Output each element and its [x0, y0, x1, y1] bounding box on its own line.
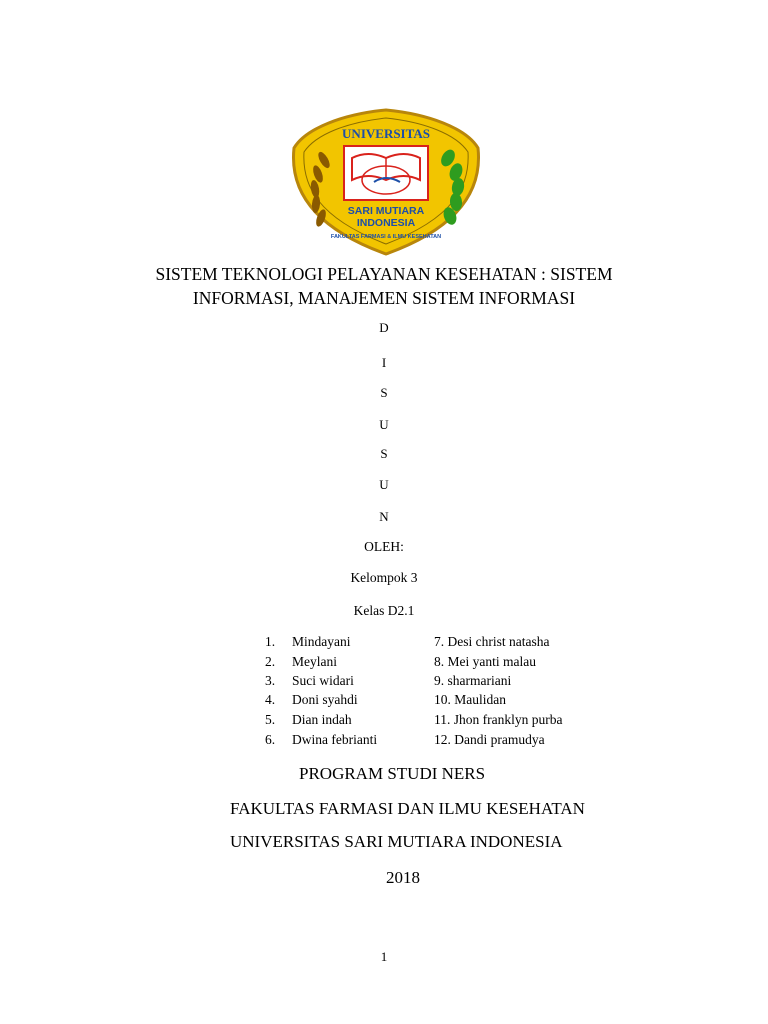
member-name: Dandi pramudya [454, 732, 545, 747]
member-name: Dwina febrianti [292, 732, 378, 747]
faculty-label: FAKULTAS FARMASI DAN ILMU KESEHATAN [230, 799, 585, 818]
logo-name-line2: INDONESIA [356, 217, 416, 229]
vertical-letter: D [379, 320, 389, 335]
document-title-line1: SISTEM TEKNOLOGI PELAYANAN KESEHATAN : SISTEM [155, 264, 613, 284]
member-name: Desi christ natasha [447, 634, 550, 649]
vertical-letter: I [381, 355, 387, 370]
member-name: Suci widari [292, 673, 354, 688]
member-name: Mei yanti malau [447, 654, 536, 669]
member-number: 2. [265, 654, 276, 669]
vertical-letter: S [380, 385, 388, 400]
logo-top-text: UNIVERSITAS [342, 126, 430, 141]
member-item [434, 711, 562, 729]
vertical-letter: U [379, 417, 389, 432]
member-number: 7. [434, 634, 445, 649]
vertical-letter: S [380, 446, 388, 461]
member-name: Dian indah [292, 712, 352, 727]
member-number: 8. [434, 654, 445, 669]
document-title-line2: INFORMASI, MANAJEMEN SISTEM INFORMASI [192, 288, 576, 308]
member-number: 1. [265, 634, 276, 649]
member-number: 3. [265, 673, 276, 688]
logo-bottom-text: FAKULTAS FARMASI & ILMU KESEHATAN [330, 234, 442, 240]
member-name: Doni syahdi [292, 692, 358, 707]
member-item [265, 672, 354, 690]
member-name: sharmariani [447, 673, 512, 688]
member-name: Jhon franklyn purba [453, 712, 563, 727]
member-item [434, 653, 536, 671]
member-number: 12. [434, 732, 451, 747]
member-item [434, 731, 545, 749]
member-item [265, 711, 352, 729]
member-item [434, 672, 511, 690]
kelas-label: Kelas D2.1 [353, 603, 415, 618]
member-number: 11. [434, 712, 451, 727]
member-item [265, 691, 358, 709]
page-number: 1 [380, 949, 388, 964]
vertical-letter: U [379, 477, 389, 492]
university-logo [288, 108, 484, 256]
member-name: Meylani [292, 654, 337, 669]
member-name: Maulidan [454, 692, 506, 707]
university-label: UNIVERSITAS SARI MUTIARA INDONESIA [230, 832, 563, 851]
member-item [265, 653, 337, 671]
oleh-label: OLEH: [364, 539, 404, 554]
member-number: 9. [434, 673, 445, 688]
kelompok-label: Kelompok 3 [350, 570, 418, 585]
member-item [434, 633, 549, 651]
member-name: Mindayani [292, 634, 351, 649]
member-number: 5. [265, 712, 276, 727]
member-number: 6. [265, 732, 276, 747]
member-number: 4. [265, 692, 276, 707]
member-item [265, 633, 351, 651]
year-label: 2018 [386, 868, 420, 887]
logo-name-line1: SARI MUTIARA [347, 205, 425, 217]
member-number: 10. [434, 692, 451, 707]
member-item [265, 731, 378, 749]
program-label: PROGRAM STUDI NERS [299, 764, 486, 783]
vertical-letter: N [379, 509, 389, 524]
member-item [434, 691, 506, 709]
